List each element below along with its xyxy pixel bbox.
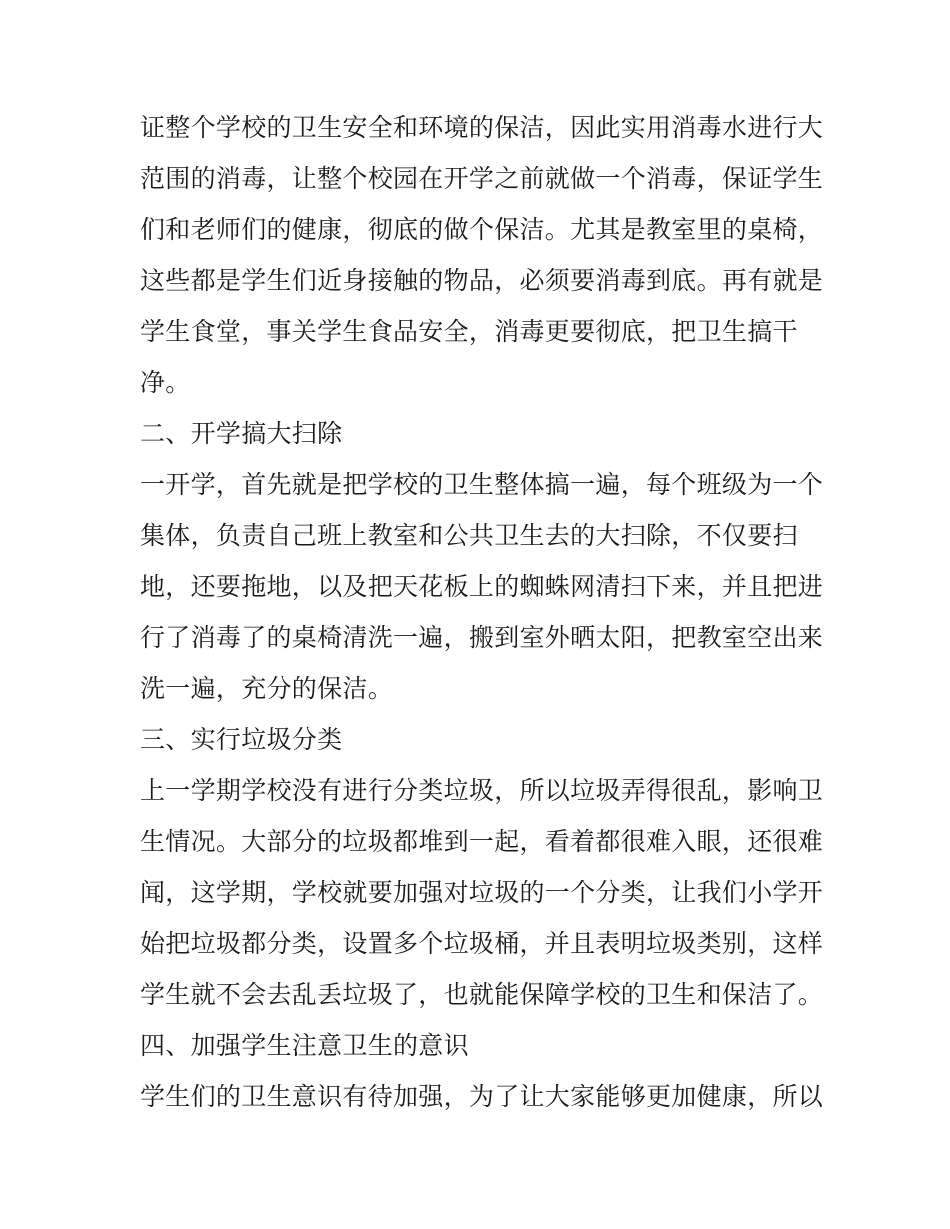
text-line: 始把垃圾都分类，设置多个垃圾桶，并且表明垃圾类别，这样 [140,929,824,958]
text-line: 集体，负责自己班上教室和公共卫生去的大扫除，不仅要扫 [140,521,798,550]
text-line: 范围的消毒，让整个校园在开学之前就做一个消毒，保证学生 [140,164,824,193]
text-line: 们和老师们的健康，彻底的做个保洁。尤其是教室里的桌椅， [140,215,824,244]
text-line: 生情况。大部分的垃圾都堆到一起，看着都很难入眼，还很难 [140,827,824,856]
text-line: 这些都是学生们近身接触的物品，必须要消毒到底。再有就是 [140,266,824,295]
text-line: 上一学期学校没有进行分类垃圾，所以垃圾弄得很乱，影响卫 [140,776,824,805]
text-line: 学生食堂，事关学生食品安全，消毒更要彻底，把卫生搞干 [140,317,798,346]
text-line: 证整个学校的卫生安全和环境的保洁，因此实用消毒水进行大 [140,113,824,142]
section-heading: 四、加强学生注意卫生的意识 [140,1031,469,1060]
text-line: 洗一遍，充分的保洁。 [140,674,394,703]
text-line: 学生就不会去乱丢垃圾了，也就能保障学校的卫生和保洁了。 [140,980,824,1009]
text-line: 地，还要拖地，以及把天花板上的蜘蛛网清扫下来，并且把进 [140,572,824,601]
text-line: 净。 [140,368,191,397]
section-heading: 二、开学搞大扫除 [140,419,343,448]
text-line: 闻，这学期，学校就要加强对垃圾的一个分类，让我们小学开 [140,878,824,907]
section-heading: 三、实行垃圾分类 [140,725,343,754]
text-line: 行了消毒了的桌椅清洗一遍，搬到室外晒太阳，把教室空出来 [140,623,824,652]
text-line: 一开学，首先就是把学校的卫生整体搞一遍，每个班级为一个 [140,470,824,499]
text-line: 学生们的卫生意识有待加强，为了让大家能够更加健康，所以 [140,1082,824,1111]
